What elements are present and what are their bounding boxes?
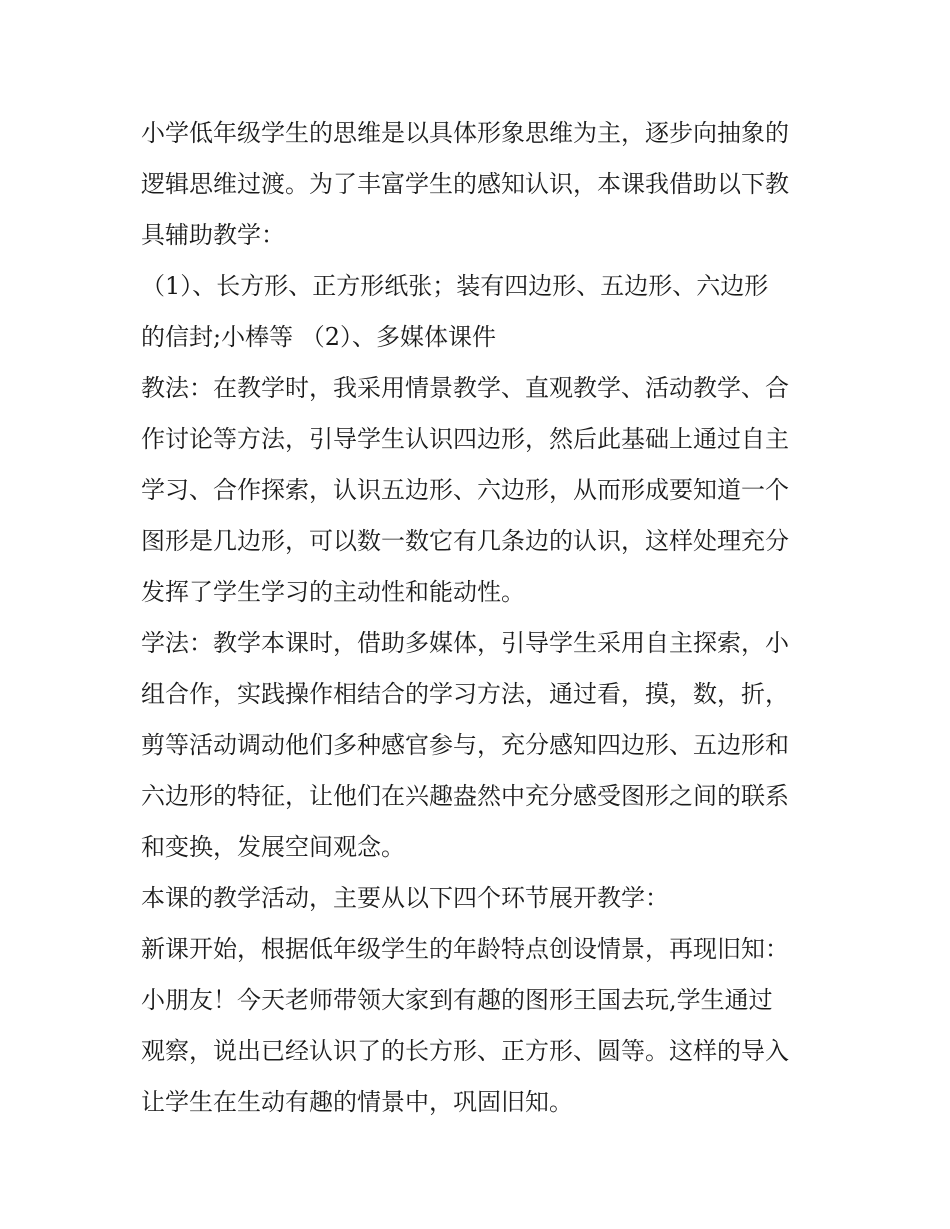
document-body bbox=[141, 108, 821, 1128]
text-line: 具辅助教学： bbox=[141, 221, 285, 249]
text-line: 六边形的特征，让他们在兴趣盎然中充分感受图形之间的联系 bbox=[141, 782, 789, 810]
text-line: 小朋友！今天老师带领大家到有趣的图形王国去玩,学生通过 bbox=[141, 986, 773, 1014]
text-line: 和变换，发展空间观念。 bbox=[141, 833, 405, 861]
text-line: 观察，说出已经认识了的长方形、正方形、圆等。这样的导入 bbox=[141, 1037, 789, 1065]
text-line: 小学低年级学生的思维是以具体形象思维为主，逐步向抽象的 bbox=[141, 119, 789, 147]
text-line: 剪等活动调动他们多种感官参与，充分感知四边形、五边形和 bbox=[141, 731, 789, 759]
text-line: 的信封;小棒等 （2）、多媒体课件 bbox=[141, 323, 496, 351]
text-line: 发挥了学生学习的主动性和能动性。 bbox=[141, 578, 525, 606]
text-line: 逻辑思维过渡。为了丰富学生的感知认识，本课我借助以下教 bbox=[141, 170, 789, 198]
text-line: 教法：在教学时，我采用情景教学、直观教学、活动教学、合 bbox=[141, 374, 789, 402]
text-line: 学法：教学本课时，借助多媒体，引导学生采用自主探索，小 bbox=[141, 629, 789, 657]
text-line: 组合作，实践操作相结合的学习方法，通过看，摸，数，折， bbox=[141, 680, 789, 708]
text-line: 作讨论等方法，引导学生认识四边形，然后此基础上通过自主 bbox=[141, 425, 789, 453]
text-line: 让学生在生动有趣的情景中，巩固旧知。 bbox=[141, 1088, 573, 1116]
text-line: 图形是几边形，可以数一数它有几条边的认识，这样处理充分 bbox=[141, 527, 789, 555]
text-line: （1）、长方形、正方形纸张；装有四边形、五边形、六边形 bbox=[141, 272, 769, 300]
text-line: 学习、合作探索，认识五边形、六边形，从而形成要知道一个 bbox=[141, 476, 789, 504]
text-line: 新课开始，根据低年级学生的年龄特点创设情景，再现旧知： bbox=[141, 935, 789, 963]
text-line: 本课的教学活动，主要从以下四个环节展开教学： bbox=[141, 884, 669, 912]
